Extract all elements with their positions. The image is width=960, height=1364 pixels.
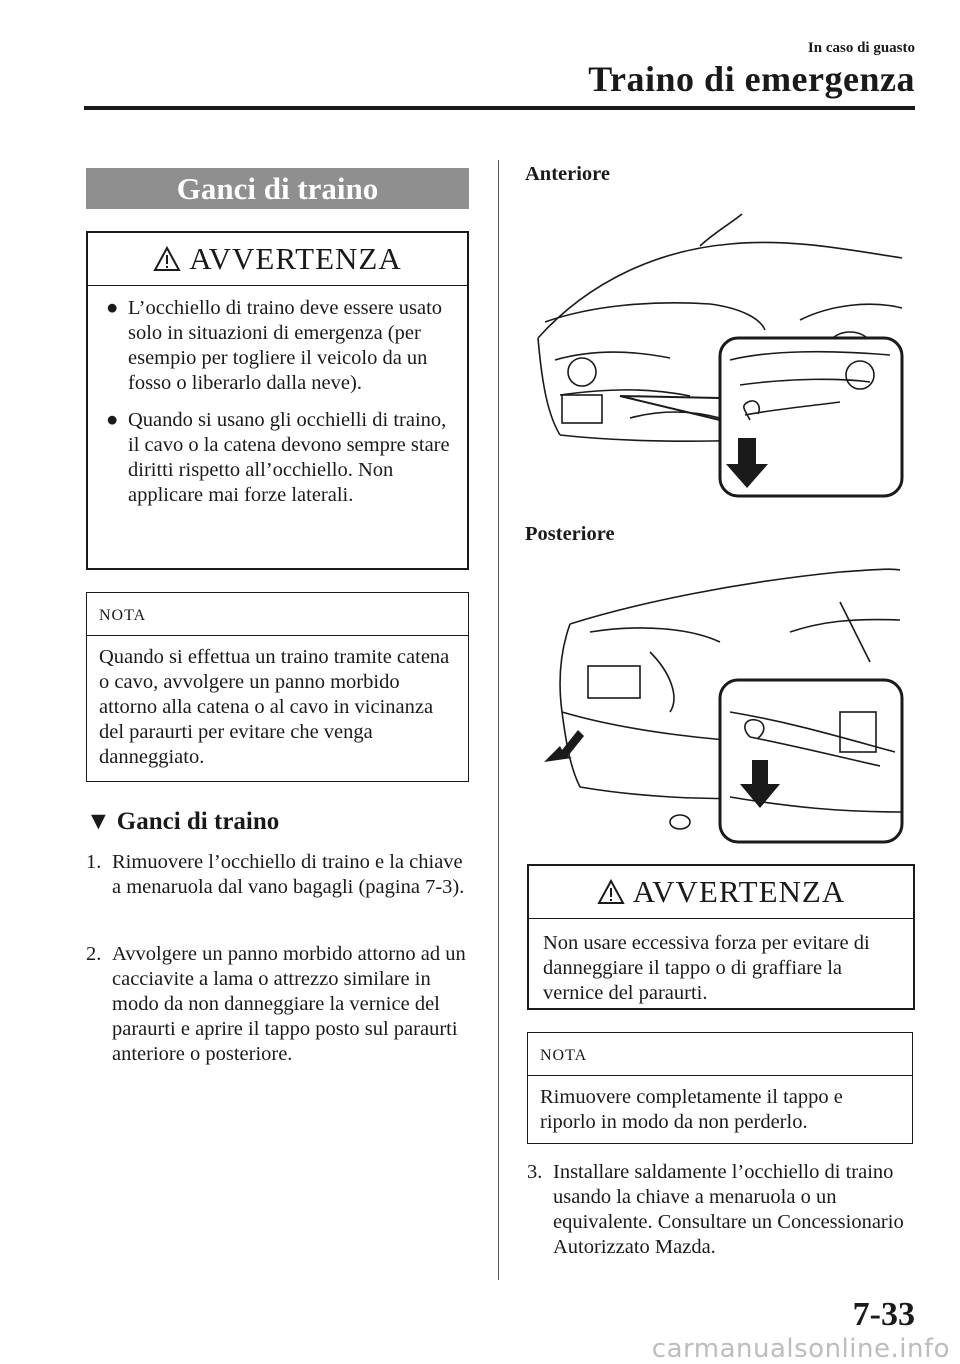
warning-box-2 [527,864,915,1010]
warning-bullet: ● L’occhiello di traino deve essere usato solo in situazioni di emergenza (per esempio per togliere il veicolo da un fosso o liberarlo dalla neve). [106,297,443,394]
step-number: 2. [86,943,102,965]
warning-header [88,233,467,286]
rear-tow-hook-illustration [540,562,910,844]
warning-bullet-text: L’occhiello di traino deve essere usato solo in situazioni di emergenza (per esempio per togliere il veicolo da un fosso o liberarlo dalla neve). [128,297,443,394]
note-box-2 [527,1032,913,1144]
note-label: NOTA [87,593,468,636]
section-title: In caso di guasto [807,40,915,56]
note-label: NOTA [528,1033,912,1076]
note-text: Rimuovere completamente il tappo e riporlo in modo da non perderlo. [540,1086,843,1133]
rear-caption: Posteriore [525,523,615,545]
section-banner: Ganci di traino [86,168,469,209]
warning-label: AVVERTENZA [632,874,846,909]
note-text: Quando si effettua un traino tramite catena o cavo, avvolgere un panno morbido attorno alla catena o al cavo in vicinanza del paraurti per evitare che venga danneggiato. [99,646,450,768]
note-box [86,592,469,782]
header-rule [84,106,915,110]
front-tow-hook-illustration [530,210,910,502]
subheading-text: Ganci di traino [116,808,280,835]
warning-label: AVVERTENZA [189,241,402,276]
warning-bullet: ● Quando si usano gli occhielli di traino, il cavo o la catena devono sempre stare diritti rispetto all’occhiello. Non applicare mai forze laterali. [106,409,450,506]
front-caption: Anteriore [525,163,611,185]
warning-header [529,866,913,919]
step-number: 1. [86,851,102,873]
warning-triangle-icon [153,246,181,272]
step-text: Installare saldamente l’occhiello di traino usando la chiave a menaruola o un equivalente. Consultare un Concessionario Autorizzato Mazda. [553,1161,904,1258]
triangle-down-icon: ▼ [86,808,111,835]
step-number: 3. [527,1161,543,1183]
warning-bullet-text: Quando si usano gli occhielli di traino, il cavo o la catena devono sempre stare diritti rispetto all’occhiello. Non applicare mai forze laterali. [128,409,450,506]
step-text: Avvolgere un panno morbido attorno ad un cacciavite a lama o attrezzo similare in modo da non danneggiare la vernice del paraurti e aprire il tappo posto sul paraurti anteriore o posteriore. [112,943,466,1065]
page-title: Traino di emergenza [588,59,915,99]
step-text: Rimuovere l’occhiello di traino e la chiave a menaruola dal vano bagagli (pagina 7-3). [112,851,465,898]
step-1 [86,850,471,900]
warning-box [86,231,469,570]
page-number: 7-33 [852,1296,915,1333]
column-divider [498,160,499,1280]
step-3 [527,1160,911,1260]
step-2 [86,942,471,1067]
watermark: carmanualsonline.info [651,1334,950,1364]
subheading [86,808,279,836]
warning-triangle-icon [597,879,625,905]
warning-text: Non usare eccessiva forza per evitare di danneggiare il tappo o di graffiare la vernice del paraurti. [543,932,870,1004]
